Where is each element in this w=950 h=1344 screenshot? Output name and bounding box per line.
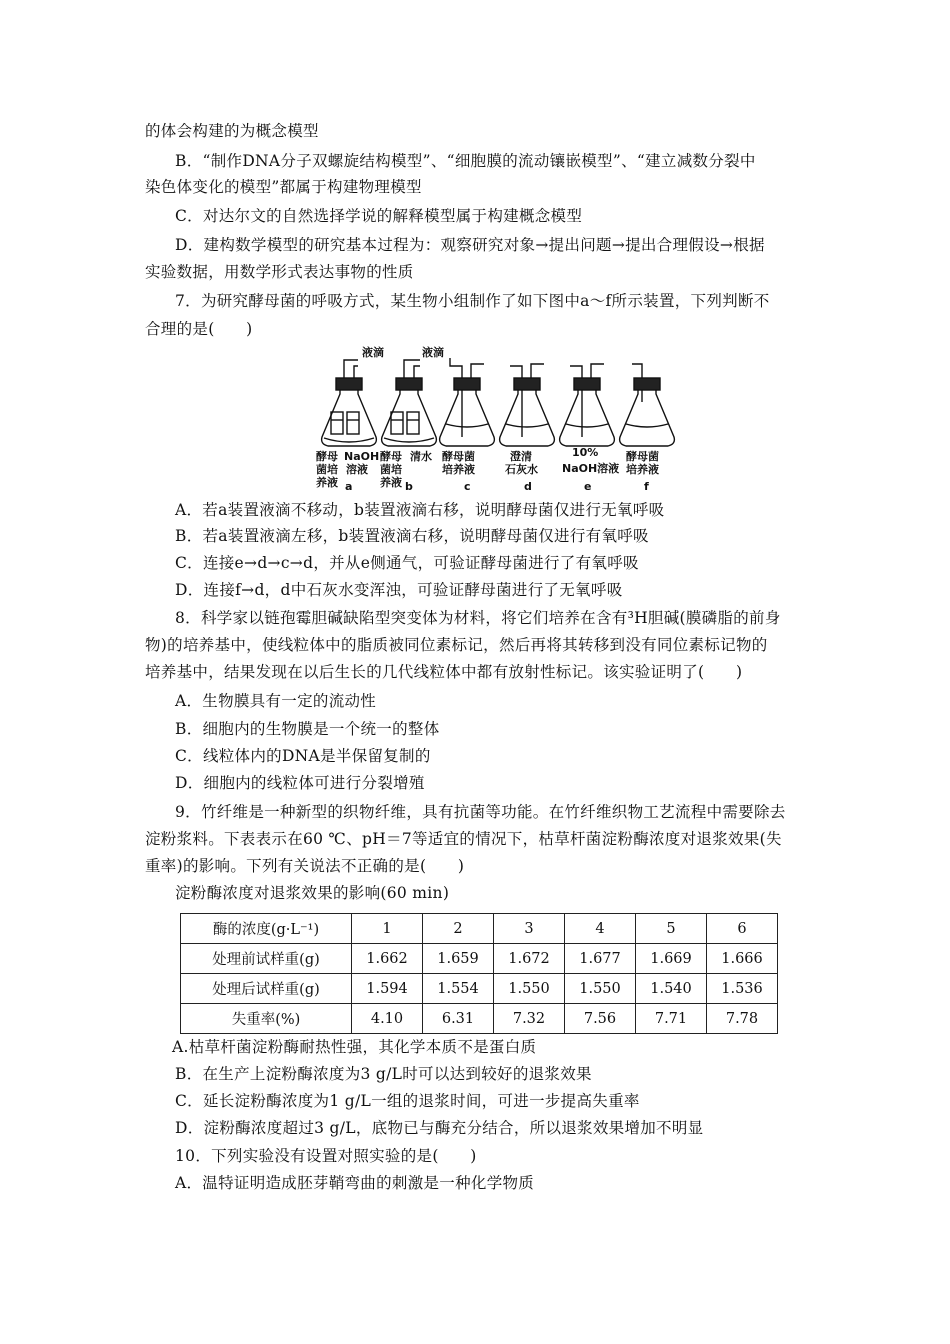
question-9-stem: 9．竹纤维是一种新型的织物纤维，具有抗菌等功能。在竹纤维织物工艺流程中需要除去 xyxy=(175,803,786,821)
flask-diagram xyxy=(300,342,680,492)
table-row xyxy=(181,974,778,1004)
question-8-stem: 培养基中，结果发现在以后生长的几代线粒体中都有放射性标记。该实验证明了( ) xyxy=(145,663,743,681)
flask-letter: a xyxy=(345,480,353,492)
flask-letter: f xyxy=(644,480,649,492)
text-line: B．“制作DNA分子双螺旋结构模型”、“细胞膜的流动镶嵌模型”、“建立减数分裂中 xyxy=(175,152,756,170)
flask-b-left-label: 酵母 xyxy=(380,450,402,463)
flask-c-label: 酵母菌 xyxy=(442,450,475,463)
table-row xyxy=(181,944,778,974)
table-cell: 7.56 xyxy=(565,1004,636,1034)
flask-b-left-label: 养液 xyxy=(380,476,402,489)
question-7-stem: 7．为研究酵母菌的呼吸方式，某生物小组制作了如下图中a～f所示装置，下列判断不 xyxy=(175,292,770,310)
flask-letter: b xyxy=(405,480,413,492)
flask-e-label: 10% xyxy=(572,446,599,459)
table-cell: 5 xyxy=(636,914,707,944)
table-cell: 6.31 xyxy=(423,1004,494,1034)
text-line: C．对达尔文的自然选择学说的解释模型属于构建概念模型 xyxy=(175,207,583,225)
text-line: D．建构数学模型的研究基本过程为：观察研究对象→提出问题→提出合理假设→根据 xyxy=(175,236,765,254)
question-9-stem: 重率)的影响。下列有关说法不正确的是( ) xyxy=(145,857,465,875)
table-cell: 1.554 xyxy=(423,974,494,1004)
question-9-stem: 淀粉浆料。下表表示在60 ℃、pH＝7等适宜的情况下，枯草杆菌淀粉酶浓度对退浆效果(失 xyxy=(145,830,782,848)
flask-a-left-label: 养液 xyxy=(316,476,338,489)
flask-f-label: 酵母菌 xyxy=(626,450,659,463)
table-row xyxy=(181,1004,778,1034)
table-caption: 淀粉酶浓度对退浆效果的影响(60 min) xyxy=(175,884,450,902)
q8-option-b: B．细胞内的生物膜是一个统一的整体 xyxy=(175,720,440,738)
table-row-header: 处理后试样重(g) xyxy=(181,974,352,1004)
q8-option-d: D．细胞内的线粒体可进行分裂增殖 xyxy=(175,774,425,792)
text-line: 染色体变化的模型”都属于构建物理模型 xyxy=(145,178,422,196)
table-cell: 1.540 xyxy=(636,974,707,1004)
enzyme-table xyxy=(180,913,778,1034)
table-row-header: 处理前试样重(g) xyxy=(181,944,352,974)
table-cell: 1.669 xyxy=(636,944,707,974)
table-row-header: 酶的浓度(g·L⁻¹) xyxy=(181,914,352,944)
flask-f-label: 培养液 xyxy=(626,463,659,476)
table-cell: 1.594 xyxy=(352,974,423,1004)
q8-option-a: A．生物膜具有一定的流动性 xyxy=(175,692,377,710)
flask-letter: c xyxy=(464,480,471,492)
table-cell: 4 xyxy=(565,914,636,944)
flask-d-label: 石灰水 xyxy=(505,463,538,476)
table-cell: 4.10 xyxy=(352,1004,423,1034)
table-cell: 1 xyxy=(352,914,423,944)
flask-d-label: 澄清 xyxy=(510,450,532,463)
table-cell: 1.536 xyxy=(707,974,778,1004)
table-cell: 1.550 xyxy=(565,974,636,1004)
q7-option-a: A．若a装置液滴不移动，b装置液滴右移，说明酵母菌仅进行无氧呼吸 xyxy=(175,501,665,519)
flask-letter: e xyxy=(584,480,592,492)
droplet-label: 液滴 xyxy=(422,346,444,359)
q7-option-d: D．连接f→d，d中石灰水变浑浊，可验证酵母菌进行了无氧呼吸 xyxy=(175,581,623,599)
flask-c-label: 培养液 xyxy=(442,463,475,476)
question-10-stem: 10．下列实验没有设置对照实验的是( ) xyxy=(175,1147,477,1165)
question-8-stem: 物)的培养基中，使线粒体中的脂质被同位素标记，然后再将其转移到没有同位素标记物的 xyxy=(145,636,768,654)
question-7-stem: 合理的是( ) xyxy=(145,320,253,338)
table-cell: 1.550 xyxy=(494,974,565,1004)
flask-letter: d xyxy=(524,480,532,492)
table-cell: 6 xyxy=(707,914,778,944)
flask-a-left-label: 酵母 xyxy=(316,450,338,463)
flask-a-right-label: NaOH xyxy=(344,450,380,463)
q9-option-a: A.枯草杆菌淀粉酶耐热性强，其化学本质不是蛋白质 xyxy=(172,1038,537,1056)
q7-option-c: C．连接e→d→c→d，并从e侧通气，可验证酵母菌进行了有氧呼吸 xyxy=(175,554,639,572)
table-row xyxy=(181,914,778,944)
flask-apparatus-figure xyxy=(300,342,680,492)
droplet-label: 液滴 xyxy=(362,346,384,359)
table-cell: 3 xyxy=(494,914,565,944)
table-cell: 1.672 xyxy=(494,944,565,974)
table-cell: 7.32 xyxy=(494,1004,565,1034)
text-line: 实验数据，用数学形式表达事物的性质 xyxy=(145,263,414,281)
table-cell: 1.677 xyxy=(565,944,636,974)
q9-option-c: C．延长淀粉酶浓度为1 g/L一组的退浆时间，可进一步提高失重率 xyxy=(175,1092,640,1110)
q9-option-b: B．在生产上淀粉酶浓度为3 g/L时可以达到较好的退浆效果 xyxy=(175,1065,592,1083)
q8-option-c: C．线粒体内的DNA是半保留复制的 xyxy=(175,747,431,765)
q10-option-a: A．温特证明造成胚芽鞘弯曲的刺激是一种化学物质 xyxy=(175,1174,535,1192)
flask-b-left-label: 菌培 xyxy=(380,463,402,476)
q9-option-d: D．淀粉酶浓度超过3 g/L，底物已与酶充分结合，所以退浆效果增加不明显 xyxy=(175,1119,704,1137)
table-cell: 1.666 xyxy=(707,944,778,974)
q7-option-b: B．若a装置液滴左移，b装置液滴右移，说明酵母菌仅进行有氧呼吸 xyxy=(175,527,649,545)
table-cell: 1.662 xyxy=(352,944,423,974)
table-cell: 2 xyxy=(423,914,494,944)
table-row-header: 失重率(%) xyxy=(181,1004,352,1034)
flask-b-right-label: 清水 xyxy=(410,450,432,463)
question-8-stem: 8．科学家以链孢霉胆碱缺陷型突变体为材料，将它们培养在含有³H胆碱(膜磷脂的前身 xyxy=(175,609,781,627)
table-cell: 7.78 xyxy=(707,1004,778,1034)
flask-a-left-label: 菌培 xyxy=(316,463,338,476)
table-cell: 7.71 xyxy=(636,1004,707,1034)
flask-a-right-label: 溶液 xyxy=(346,463,368,476)
table-cell: 1.659 xyxy=(423,944,494,974)
text-line: 的体会构建的为概念模型 xyxy=(145,122,319,140)
flask-e-label: NaOH溶液 xyxy=(562,462,620,475)
